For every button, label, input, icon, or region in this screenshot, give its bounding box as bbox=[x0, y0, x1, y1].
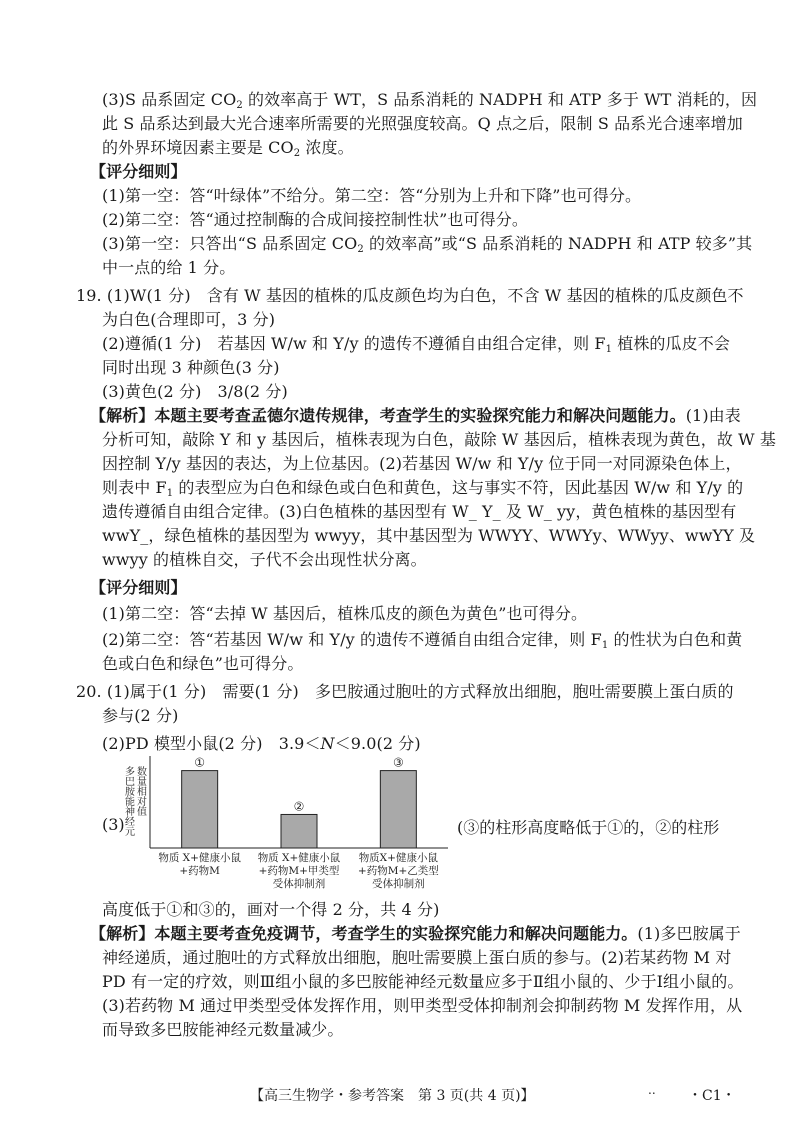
text-line: (2)遵循(1 分) 若基因 W/w 和 Y/y 的遗传不遵循自由组合定律，则 $F_1$ 植株的瓜皮不会 bbox=[102, 334, 730, 355]
text-line: 高度低于①和③的，画对一个得 2 分，共 4 分) bbox=[102, 900, 440, 919]
bar bbox=[281, 814, 317, 848]
text-line: 【解析】本题主要考查免疫调节，考查学生的实验探究能力和解决问题能力。(1)多巴胺属于 bbox=[90, 924, 741, 943]
text-line: 为白色(合理即可，3 分) bbox=[102, 310, 276, 329]
y-axis-label: 数量相对值 bbox=[134, 766, 146, 816]
text-line: 【评分细则】 bbox=[90, 578, 187, 597]
text-line: (2)第二空：答“若基因 W/w 和 Y/y 的遗传不遵循自由组合定律，则 $F_1$ 的性状为白色和黄 bbox=[102, 630, 743, 651]
footer-dots: .. bbox=[648, 1083, 656, 1097]
category-label: +药物M+甲类型 bbox=[258, 865, 340, 877]
text-line: (1)第二空：答“去掉 W 基因后，植株瓜皮的颜色为黄色”也可得分。 bbox=[102, 604, 588, 623]
y-axis-label: 多巴胺能神经元 bbox=[122, 766, 134, 836]
text-line: 同时出现 3 种颜色(3 分) bbox=[102, 358, 280, 377]
text-line: (2)第二空：答“通过控制酶的合成间接控制性状”也可得分。 bbox=[102, 210, 528, 229]
page-footer: 【高三生物学・参考答案 第 3 页(共 4 页)】 bbox=[250, 1088, 535, 1104]
category-label: 物质 X+健康小鼠 bbox=[158, 852, 241, 864]
bar bbox=[380, 771, 416, 848]
chart-question-label: (3) bbox=[102, 815, 125, 834]
text-line: 【评分细则】 bbox=[90, 162, 187, 181]
text-line: 色或白色和绿色”也可得分。 bbox=[102, 654, 304, 673]
bar-chart-svg bbox=[118, 752, 456, 900]
footer-code: ・C1・ bbox=[688, 1088, 736, 1104]
category-label: 物质X+健康小鼠 bbox=[358, 852, 438, 864]
category-label: +药物M+乙类型 bbox=[357, 865, 439, 877]
text-line: 此 S 品系达到最大光合速率所需要的光照强度较高。Q 点之后，限制 S 品系光合速率增加 bbox=[102, 114, 743, 133]
text-line: 则表中 $F_1$ 的表型应为白色和绿色或白色和黄色，这与事实不符，因此基因 W/w 和 Y/y 的 bbox=[102, 478, 744, 499]
text-line: (2)PD 模型小鼠(2 分) 3.9＜N＜9.0(2 分) bbox=[102, 734, 421, 753]
bar bbox=[182, 771, 218, 848]
text-line: (3)第一空：只答出“S 品系固定 $CO_2$ 的效率高”或“S 品系消耗的 NADPH 和 ATP 较多”其 bbox=[102, 234, 753, 255]
text-line: 遗传遵循自由组合定律。(3)白色植株的基因型有 W_ Y_ 及 W_ yy，黄色植株的基因型有 bbox=[102, 502, 737, 521]
text-line: wwY_，绿色植株的基因型为 wwyy，其中基因型为 WWYY、WWYy、WWyy、wwYY 及 bbox=[102, 526, 756, 545]
text-line: (1)第一空：答“叶绿体”不给分。第二空：答“分别为上升和下降”也可得分。 bbox=[102, 186, 642, 205]
text-line: 的外界环境因素主要是 $CO_2$ 浓度。 bbox=[102, 138, 354, 159]
text-line: 20. (1)属于(1 分) 需要(1 分) 多巴胺通过胞吐的方式释放出细胞，胞吐需要膜上蛋白质的 bbox=[76, 682, 734, 701]
chart-note: (③的柱形高度略低于①的，②的柱形 bbox=[457, 818, 720, 837]
text-line: (3)若药物 M 通过甲类型受体发挥作用，则甲类型受体抑制剂会抑制药物 M 发挥作用，从 bbox=[102, 996, 743, 1015]
text-line: 而导致多巴胺能神经元数量减少。 bbox=[102, 1020, 344, 1039]
text-line: wwyy 的植株自交，子代不会出现性状分离。 bbox=[102, 550, 427, 569]
text-line: PD 有一定的疗效，则Ⅲ组小鼠的多巴胺能神经元数量应多于Ⅱ组小鼠的、少于Ⅰ组小鼠的。 bbox=[102, 972, 744, 991]
text-line: 分析可知，敲除 Y 和 y 基因后，植株表现为白色，敲除 W 基因后，植株表现为黄色，故 W 基 bbox=[102, 430, 776, 449]
bar-chart bbox=[118, 752, 456, 900]
text-line: 神经递质，通过胞吐的方式释放出细胞，胞吐需要膜上蛋白质的参与。(2)若某药物 M 对 bbox=[102, 948, 732, 967]
text-line: 因控制 Y/y 基因的表达，为上位基因。(2)若基因 W/w 和 Y/y 位于同一对同源染色体上， bbox=[102, 454, 742, 473]
bar-label: ① bbox=[194, 755, 206, 770]
bar-label: ② bbox=[293, 799, 305, 814]
category-label: 受体抑制剂 bbox=[372, 878, 425, 890]
text-line: (3)S 品系固定 $CO_2$ 的效率高于 WT，S 品系消耗的 NADPH 和 ATP 多于 WT 消耗的，因 bbox=[102, 90, 758, 111]
text-line: (3)黄色(2 分) 3/8(2 分) bbox=[102, 382, 288, 401]
text-line: 19. (1)W(1 分) 含有 W 基因的植株的瓜皮颜色均为白色，不含 W 基因的植株的瓜皮颜色不 bbox=[76, 286, 744, 305]
text-line: 【解析】本题主要考查孟德尔遗传规律，考查学生的实验探究能力和解决问题能力。(1)由表 bbox=[90, 406, 741, 425]
text-line: 参与(2 分) bbox=[102, 706, 179, 725]
category-label: +药物M bbox=[179, 865, 220, 877]
category-label: 物质 X+健康小鼠 bbox=[257, 852, 341, 864]
text-line: 中一点的给 1 分。 bbox=[102, 258, 236, 277]
category-label: 受体抑制剂 bbox=[272, 878, 326, 890]
bar-label: ③ bbox=[392, 755, 404, 770]
